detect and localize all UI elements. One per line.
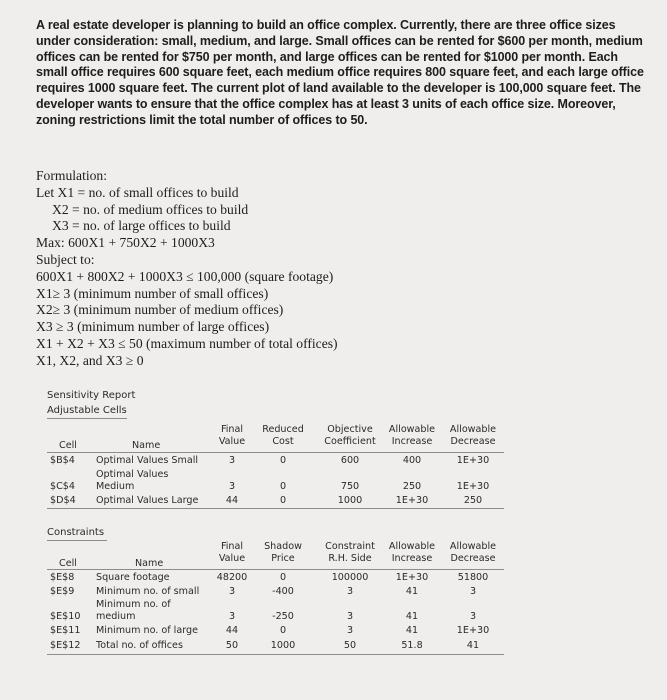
constraint-nonnegative: X1, X2, and X3 ≥ 0: [36, 352, 144, 368]
adj-header-final: Final Value: [218, 424, 246, 447]
variable-x2: X2 = no. of medium offices to build: [52, 201, 249, 217]
report-title: Sensitivity Report: [47, 390, 136, 401]
con-header-final: Final Value: [218, 541, 246, 564]
con-bottom-rule: [47, 654, 504, 655]
constraints-underline: [47, 540, 107, 541]
objective: Max: 600X1 + 750X2 + 1000X3: [36, 235, 215, 251]
variable-x3: X3 = no. of large offices to build: [52, 218, 231, 234]
adj-header-rule: [47, 452, 504, 453]
adj-header-cell: Cell: [59, 440, 77, 451]
con-header-name: Name: [135, 558, 164, 569]
formulation-heading: Formulation:: [36, 168, 107, 183]
sensitivity-report: Sensitivity Report Adjustable Cells Final Value Reduced Cost Objective Coefficient Allowable Increase Allowable Decrease Cell Name $B$4 Optimal Values Small 3 0 600 400 1E+30 Optimal Values $C$4 Medium 3 0 750 250 1E+30 $D$4 Optimal Values Large 44 0 1000 1E+30 250 Constraints Final Value Shadow Price Constraint R.H. Side Allowable Increase Allowable Decrease Cell Name $E$8 Square footage 48200 0 100000 1E+30 51800 $E$9 Minimum no. of small 3 -400 3 41 3 Minimum no. of $E$10 medium 3 -250 3 41 3 $E$11 Minimum no. of large 44 0 3 41 1E+30 $E$12 Total no. of offices 50 1000 50 51.8 41: [0, 0, 667, 700]
constraint-min-medium: X2≥ 3 (minimum number of medium offices): [36, 302, 284, 318]
constraint-min-large: X3 ≥ 3 (minimum number of large offices): [36, 319, 270, 335]
con-header-cell: Cell: [59, 558, 77, 569]
constraint-min-small: X1≥ 3 (minimum number of small offices): [36, 285, 269, 301]
adjustable-underline: [47, 418, 127, 419]
adj-header-objective: Objective Coefficient: [324, 424, 376, 447]
constraint-square-footage: 600X1 + 800X2 + 1000X3 ≤ 100,000 (square footage): [36, 268, 334, 284]
constraint-total: X1 + X2 + X3 ≤ 50 (maximum number of total offices): [36, 335, 338, 351]
constraints-title: Constraints: [47, 527, 105, 538]
adj-header-decrease: Allowable Decrease: [449, 424, 497, 447]
con-header-shadow: Shadow Price: [264, 541, 302, 564]
con-header-rule: [47, 569, 504, 570]
con-header-decrease: Allowable Decrease: [449, 541, 497, 564]
variable-x1: Let X1 = no. of small offices to build: [36, 184, 239, 200]
con-header-rhs: Constraint R.H. Side: [325, 541, 375, 564]
subject-to: Subject to:: [36, 251, 95, 267]
problem-statement: A real estate developer is planning to build an office complex. Currently, there are three office sizes under consideration: small, medium, and large. Small offices can be rented for $600 per month, medium offices can be rented for $750 per month, and large offices can be rented for $1000 per month. Each small office requires 600 square feet, each medium office requires 800 square feet, and each large office requires 1000 square feet. The current plot of land available to the developer is 100,000 square feet. The developer wants to ensure that the office complex has at least 3 units of each office size. Moreover, zoning restrictions limit the total number of offices to 50.: [36, 18, 644, 127]
adj-bottom-rule: [47, 508, 504, 509]
con-header-increase: Allowable Increase: [388, 541, 436, 564]
adjustable-cells-title: Adjustable Cells: [47, 405, 127, 416]
adj-header-name: Name: [132, 440, 161, 451]
adj-header-reduced: Reduced Cost: [262, 424, 304, 447]
adj-header-increase: Allowable Increase: [388, 424, 436, 447]
